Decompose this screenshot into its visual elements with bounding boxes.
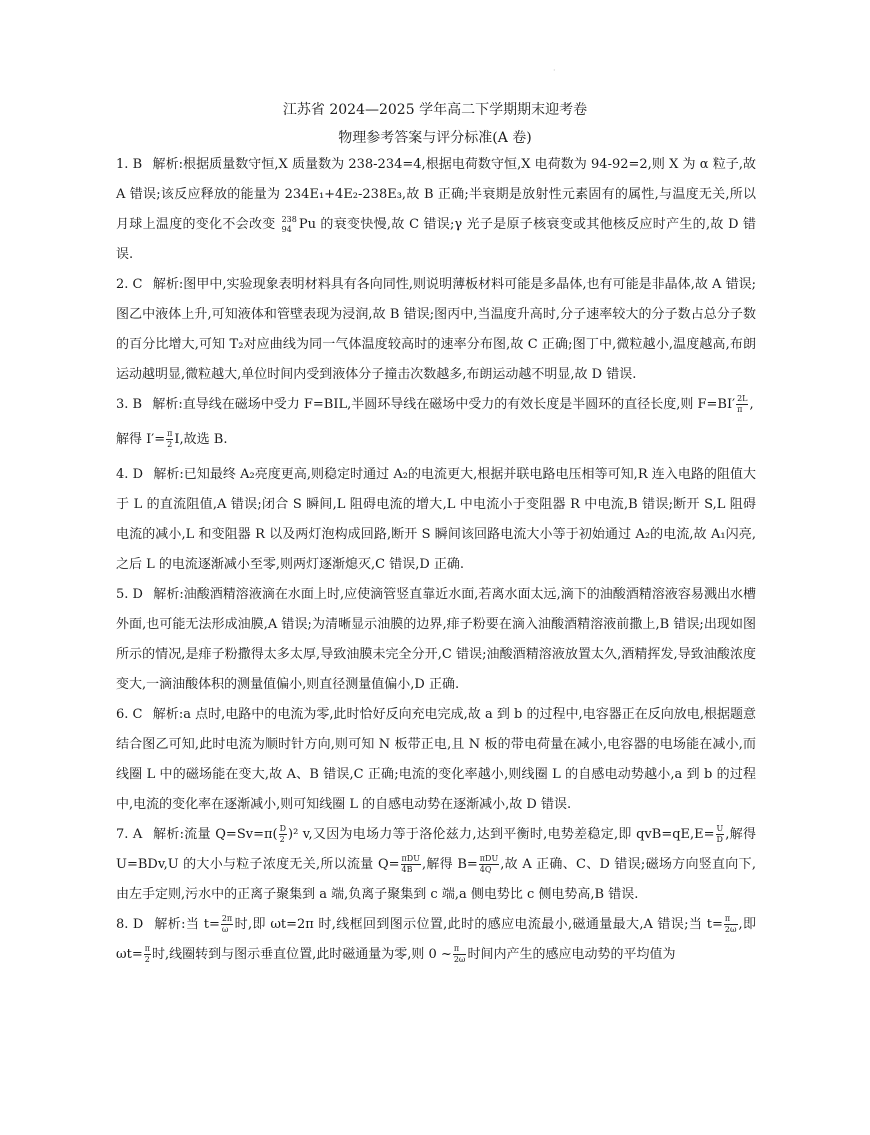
fraction bbox=[166, 429, 173, 450]
answer-7-text-e: ,故 A 正确、C、D 错误;磁场方向竖直向下,由左手定则,污水中的正离子聚集到 a 端,负离子聚集到 c 端,a 侧电势比 c 侧电势高,B 错误. bbox=[116, 857, 756, 902]
fraction-numerator: π bbox=[144, 944, 150, 953]
answer-8-number: 8. D bbox=[116, 917, 144, 932]
answer-4 bbox=[116, 460, 756, 580]
answer-5-text: 解析:油酸酒精溶液滴在水面上时,应使滴管竖直靠近水面,若离水面太远,滴下的油酸酒精溶液容易溅出水槽外面,也可能无法形成油膜,A 错误;为清晰显示油膜的边界,痱子粉要在滴入油酸酒精溶液前撒上,B 错误;出现如图所示的情况,是痱子粉撒得太多太厚,导致油膜未完全分开,C 错误;油酸酒精溶液放置太久,酒精挥发,导致油酸浓度变大,一滴油酸体积的测量值偏小,则直径测量值偏小,D 正确. bbox=[116, 587, 757, 692]
answer-6-text: 解析:a 点时,电路中的电流为零,此时恰好反向充电完成,故 a 到 b 的过程中,电容器正在反向放电,根据题意结合图乙可知,此时电流为顺时针方向,则可知 N 板带正电,且 N 板的带电荷量在减小,电容器的电场能在减小,而线圈 L 中的磁场能在变大,故 A、B 错误,C 正确;电流的变化率越小,则线圈 L 的自感电动势越小,a 到 b 的过程中,电流的变化率在逐渐减小,则可知线圈 L 的自感电动势在逐渐减小,故 D 错误. bbox=[116, 707, 757, 812]
fraction bbox=[716, 824, 725, 845]
fraction-denominator: 2 bbox=[167, 440, 173, 449]
page-subtitle: 物理参考答案与评分标准(A 卷) bbox=[338, 130, 532, 146]
fraction-denominator: 4B bbox=[401, 865, 413, 874]
answer-6 bbox=[116, 700, 756, 820]
fraction bbox=[221, 914, 233, 935]
answer-2-text: 解析:图甲中,实验现象表明材料具有各向同性,则说明薄板材料可能是多晶体,也有可能是非晶体,故 A 错误;图乙中液体上升,可知液体和管壁表现为浸润,故 B 错误;图丙中,当温度升高时,分子速率较大的分子数占总分子数的百分比增大,可知 T₂对应曲线为同一气体温度较高时的速率分布图,故 C 正确;图丁中,微粒越小,温度越高,布朗运动越明显,微粒越大,单位时间内受到液体分子撞击次数越多,布朗运动越不明显,故 D 错误. bbox=[116, 277, 757, 382]
answer-3-number: 3. B bbox=[116, 397, 143, 412]
fraction-denominator: ω bbox=[221, 925, 229, 934]
answer-5-number: 5. D bbox=[116, 587, 143, 602]
fraction bbox=[144, 944, 151, 965]
answer-1-number: 1. B bbox=[116, 157, 143, 172]
answer-body bbox=[116, 150, 756, 970]
answer-7-text-d: ,解得 B= bbox=[421, 857, 478, 872]
fraction bbox=[724, 914, 738, 935]
fraction-denominator: 4Q bbox=[479, 865, 492, 874]
answer-3-text-b: , bbox=[749, 397, 754, 412]
answer-2 bbox=[116, 270, 756, 390]
fraction bbox=[736, 394, 748, 415]
answer-8 bbox=[116, 910, 756, 970]
answer-1-text-a: 解析:根据质量数守恒,X 质量数为 238-234=4,根据电荷数守恒,X 电荷数为 94-92=2,则 X 为 α 粒子,故 A 错误;该反应释放的能量为 234E₁+4E₂-238E₃,故 B 正确;半衰期是放射性元素固有的属性,与温度无关,所以月球上温度的变化不会改变 bbox=[116, 157, 757, 232]
fraction-denominator: 2ω bbox=[724, 925, 737, 934]
answer-4-number: 4. D bbox=[116, 467, 143, 482]
fraction-numerator: πDU bbox=[479, 854, 499, 863]
answer-7-text-c: ,解得 U=BDv,U 的大小与粒子浓度无关,所以流量 Q= bbox=[116, 827, 756, 872]
answer-3 bbox=[116, 390, 756, 460]
answer-1 bbox=[116, 150, 756, 270]
page-title: 江苏省 2024—2025 学年高二下学期期末迎考卷 bbox=[282, 102, 588, 118]
fraction-numerator: πDU bbox=[401, 854, 420, 863]
answer-6-number: 6. C bbox=[116, 707, 143, 722]
fraction-numerator: 2π bbox=[221, 914, 233, 923]
answer-7 bbox=[116, 820, 756, 910]
fraction-numerator: π bbox=[724, 914, 738, 925]
fraction-denominator: π bbox=[737, 405, 743, 414]
answer-5 bbox=[116, 580, 756, 700]
answer-7-text-a: 解析:流量 Q=Sv=π( bbox=[153, 827, 278, 842]
isotope-mass: 238 bbox=[281, 214, 297, 224]
fraction-numerator: 2L bbox=[737, 394, 748, 403]
answer-8-text-d: 时,线圈转到与图示垂直位置,此时磁通量为零,则 0 ~ bbox=[151, 947, 452, 962]
fraction-numerator: π bbox=[453, 944, 467, 955]
answer-8-text-c: ,即 ωt= bbox=[116, 917, 757, 962]
fraction bbox=[401, 854, 421, 875]
fraction-denominator: D bbox=[716, 835, 723, 844]
fraction-numerator: U bbox=[716, 824, 724, 833]
answer-2-number: 2. C bbox=[116, 277, 143, 292]
answer-3-text-c: 解得 I′= bbox=[116, 432, 166, 447]
answer-3-text-a: 解析:直导线在磁场中受力 F=BIL,半圆环导线在磁场中受力的有效长度是半圆环的直径长度,则 F=BI′ bbox=[152, 397, 736, 412]
answer-8-text-e: 时间内产生的感应电动势的平均值为 bbox=[467, 947, 676, 962]
fraction bbox=[479, 854, 499, 875]
answer-3-text-d: I,故选 B. bbox=[174, 432, 228, 447]
isotope-charge: 94 bbox=[281, 224, 292, 234]
fraction-numerator: π bbox=[167, 429, 173, 438]
answer-1-text-b: 的衰变快慢,故 C 错误;γ 光子是原子核衰变或其他核反应时产生的,故 D 错误. bbox=[116, 217, 756, 262]
answer-7-text-b: )² v,又因为电场力等于洛伦兹力,达到平衡时,电势差稳定,即 qvB=qE,E= bbox=[288, 827, 715, 842]
isotope-notation bbox=[282, 215, 297, 235]
page-mark: · bbox=[553, 66, 556, 75]
fraction-denominator: 2 bbox=[144, 955, 150, 964]
fraction bbox=[279, 824, 287, 845]
answer-8-text-a: 解析:当 t= bbox=[154, 917, 220, 932]
answer-8-text-b: 时,即 ωt=2π 时,线框回到图示位置,此时的感应电流最小,磁通量最大,A 错误;当 t= bbox=[234, 917, 723, 932]
answer-4-text: 解析:已知最终 A₂亮度更高,则稳定时通过 A₂的电流更大,根据并联电路电压相等可知,R 连入电路的阻值大于 L 的直流阻值,A 错误;闭合 S 瞬间,L 阻碍电流的增大,L 中电流小于变阻器 R 中电流,B 错误;断开 S,L 阻碍电流的减小,L 和变阻器 R 以及两灯泡构成回路,断开 S 瞬间该回路电流大小等于初始通过 A₂的电流,故 A₁闪亮,之后 L 的电流逐渐减小至零,则两灯逐渐熄灭,C 错误,D 正确. bbox=[116, 467, 756, 572]
fraction-numerator: D bbox=[279, 824, 287, 833]
fraction-denominator: 2 bbox=[279, 835, 285, 844]
isotope-symbol: Pu bbox=[298, 217, 316, 232]
fraction-denominator: 2ω bbox=[453, 955, 466, 964]
fraction bbox=[453, 944, 467, 965]
answer-7-number: 7. A bbox=[116, 827, 143, 842]
